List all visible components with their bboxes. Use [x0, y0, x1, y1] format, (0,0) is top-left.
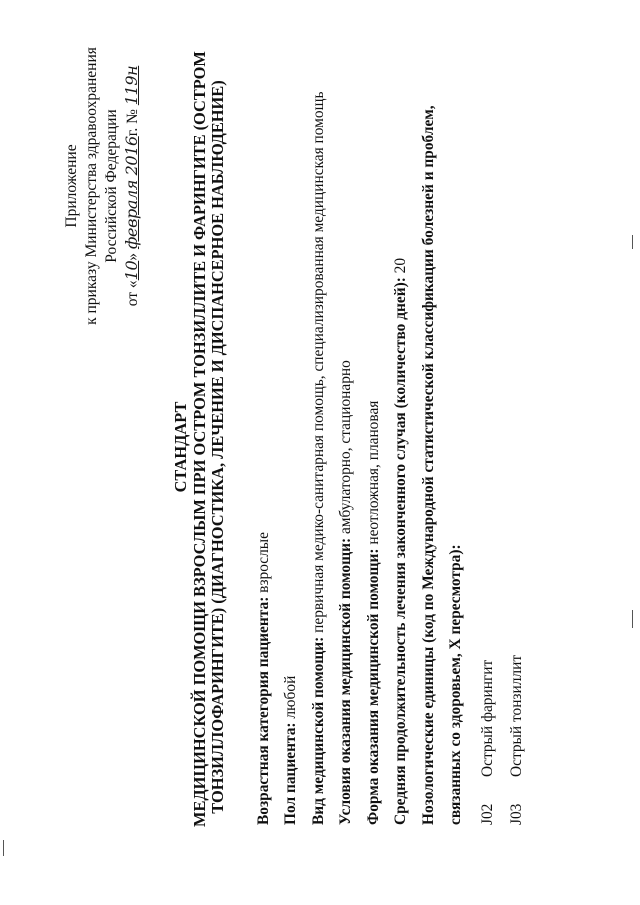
field-label: Вид медицинской помощи:	[310, 636, 327, 825]
icd-diagnosis: Острый тонзиллит	[508, 654, 525, 777]
order-number-handwritten: 119н	[122, 65, 141, 106]
field-label: Средняя продолжительность лечения законченного случая (количество дней):	[392, 277, 409, 825]
icd-diagnosis: Острый фарингит	[479, 659, 496, 777]
appendix-heading: Приложение	[63, 144, 80, 228]
field-care-type	[310, 92, 327, 825]
field-value: любой	[282, 675, 299, 723]
field-label: Возрастная категория пациента:	[255, 596, 272, 825]
field-value: первичная медико-санитарная помощь, специализированная медицинская помощь	[310, 91, 327, 637]
appendix-order-ref: к приказу Министерства здравоохранения	[83, 47, 100, 325]
icd-code: J03	[508, 803, 525, 825]
field-value: взрослые	[255, 532, 272, 597]
field-label: Пол пациента:	[282, 722, 299, 825]
icd-code: J02	[479, 803, 496, 825]
field-age-category	[255, 532, 272, 825]
appendix-country: Российской Федерации	[103, 109, 120, 263]
field-value: 20	[392, 257, 409, 278]
field-care-conditions	[337, 360, 354, 825]
appendix-block	[62, 27, 143, 345]
date-mid: »	[124, 253, 141, 261]
field-value: неотложная, плановая	[365, 400, 382, 549]
field-label: Форма оказания медицинской помощи:	[365, 548, 382, 825]
field-value: амбулаторно, стационарно	[337, 360, 354, 538]
field-patient-sex	[282, 676, 299, 825]
field-nosology-line-2: связанных со здоровьем, X пересмотра):	[447, 544, 464, 825]
field-label: Условия оказания медицинской помощи:	[337, 537, 354, 825]
document-title	[171, 51, 228, 827]
date-prefix: от «	[124, 280, 141, 307]
title-heading: СТАНДАРТ	[171, 401, 190, 493]
appendix-date-line	[122, 27, 143, 345]
date-month-handwritten: февраля 2016	[122, 136, 141, 250]
field-treatment-duration	[392, 258, 409, 825]
date-day-handwritten: 10	[122, 260, 141, 281]
field-care-form	[365, 401, 382, 825]
date-suffix: г. №	[124, 109, 141, 137]
field-nosology-line-1: Нозологические единицы (код по Международной статистической классификации болезней и проблем,	[420, 105, 437, 825]
title-line-2: ТОНЗИЛЛОФАРИНГИТЕ) (ДИАГНОСТИКА, ЛЕЧЕНИЕ И ДИСПАНСЕРНОЕ НАБЛЮДЕНИЕ)	[208, 80, 228, 814]
title-line-1: МЕДИЦИНСКОЙ ПОМОЩИ ВЗРОСЛЫМ ПРИ ОСТРОМ ТОНЗИЛЛИТЕ И ФАРИНГИТЕ (ОСТРОМ	[189, 51, 209, 827]
